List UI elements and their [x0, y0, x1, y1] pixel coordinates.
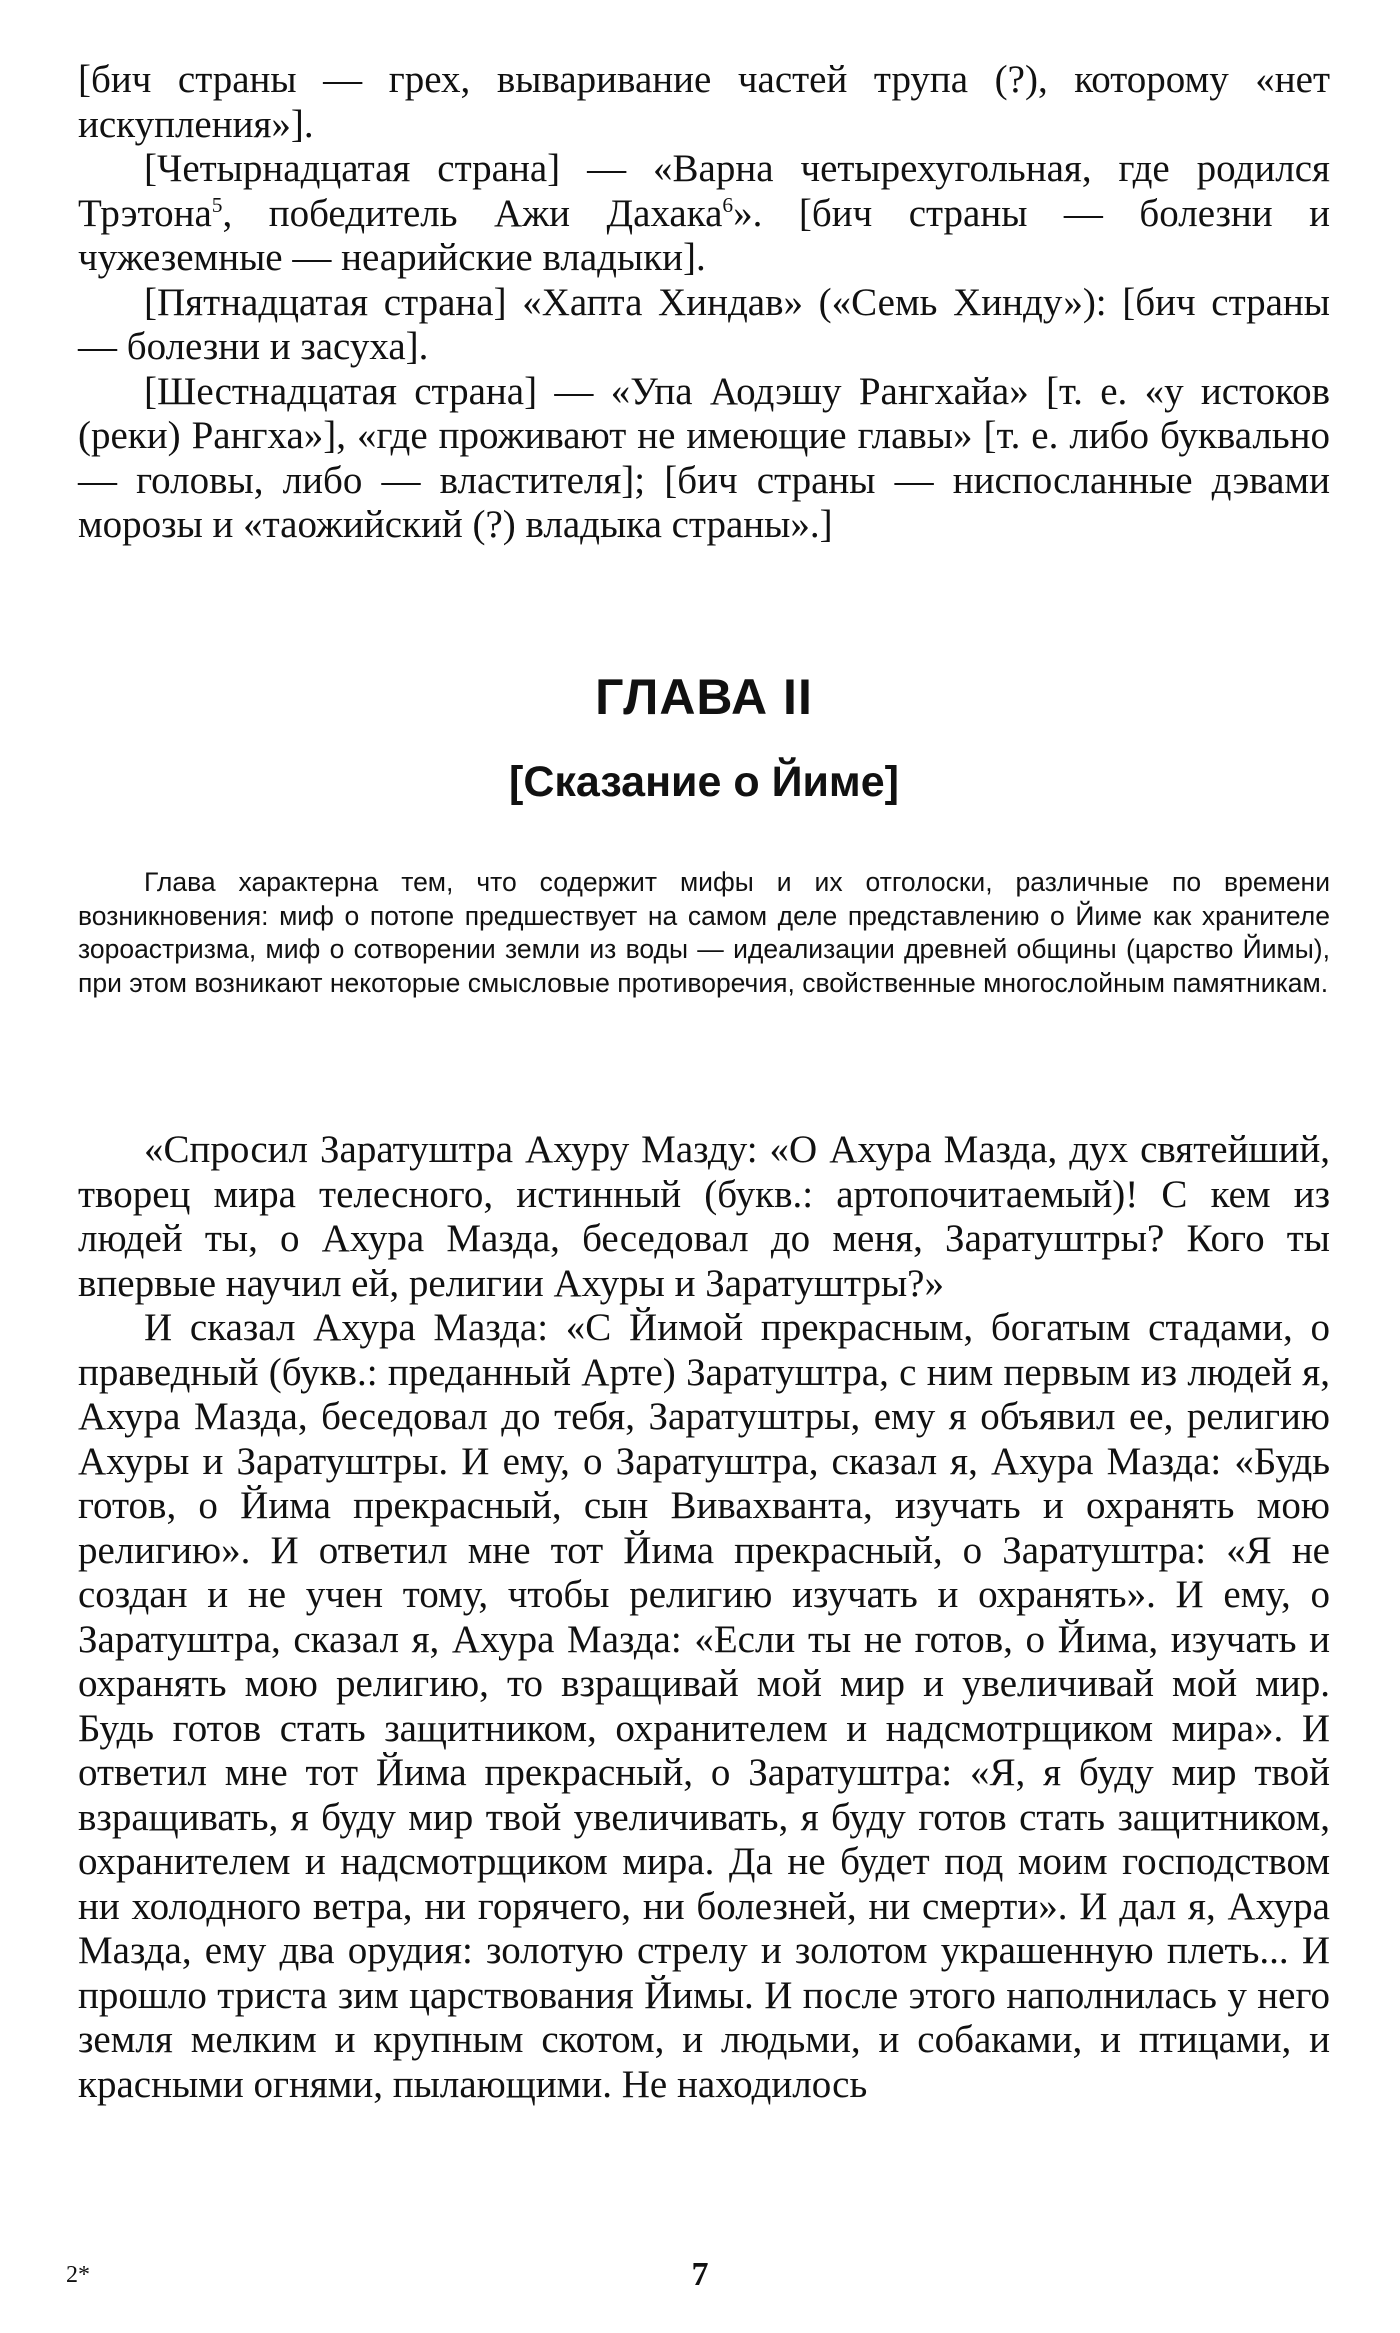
paragraph-fourteenth-country [78, 147, 1330, 281]
paragraph-thirteenth-country-end: [бич страны — грех, вываривание частей трупа (?), которому «нет искупления»]. [78, 58, 1330, 146]
chapter-intro-note: Глава характерна тем, что содержит мифы и их отголоски, различные по времени возникновения: миф о потопе предшествует на самом деле представлению о Йиме как хранителе зороастризма, миф о сотворении земли из воды — идеализации древней общины (царство Йимы), при этом возникают некоторые смысловые противоречия, свойственные многослойным памятникам. [78, 867, 1330, 998]
footnote-ref-6: 6 [722, 192, 734, 217]
text-fragment: ». [бич страны — болезни и чужеземные — неарийские владыки]. [78, 191, 1330, 279]
signature-mark: 2* [66, 2262, 90, 2288]
paragraph-sixteenth-country: [Шестнадцатая страна] — «Упа Аодэшу Рангхайа» [т. е. «у истоков (реки) Рангха»], «где проживают не имеющие главы» [т. е. либо буквально — головы, либо — властителя]; [бич страны — ниспосланные дэвами морозы и «таожийский (?) владыка страны».] [78, 369, 1330, 546]
text-fragment: [Четырнадцатая страна] — «Варна четырехугольная, где родился Трэтона [78, 147, 1330, 235]
footnote-ref-5: 5 [211, 192, 223, 217]
chapter-body [78, 1128, 1330, 2107]
continuation-text [78, 58, 1330, 548]
text-fragment: , победитель Ажи Дахака [222, 191, 723, 235]
chapter-subtitle: [Сказание о Йиме] [509, 758, 899, 806]
paragraph-ahura-mazda-answer: И сказал Ахура Мазда: «С Йимой прекрасным, богатым стадами, о праведный (букв.: преданный Арте) Заратуштра, с ним первым из людей я, Ахура Мазда, беседовал до тебя, Заратуштры, ему я объявил ее, религию Ахуры и Заратуштры. И ему, о Заратуштра, сказал я, Ахура Мазда: «Будь готов, о Йима прекрасный, сын Вивахванта, изучать и охранять мою религию». И ответил мне тот Йима прекрасный, о Заратуштра: «Я не создан и не учен тому, чтобы религию изучать и охранять». И ему, о Заратуштра, сказал я, Ахура Мазда: «Если ты не готов, о Йима, изучать и охранять мою религию, то взращивай мой мир и увеличивай мой мир. Будь готов стать защитником, охранителем и надсмотрщиком мира». И ответил мне тот Йима прекрасный, о Заратуштра: «Я, я буду мир твой взращивать, я буду мир твой увеличивать, я буду готов стать защитником, охранителем и надсмотрщиком мира. Да не будет под моим господством ни холодного ветра, ни горячего, ни болезней, ни смерти». И дал я, Ахура Мазда, ему два орудия: золотую стрелу и золотом украшенную плеть... И прошло триста зим царствования Йимы. И после этого наполнилась у него земля мелким и крупным скотом, и людьми, и собаками, и птицами, и красными огнями, пылающими. Не находилось [78, 1306, 1330, 2106]
page-number: 7 [691, 2256, 709, 2293]
chapter-title: ГЛАВА II [595, 669, 813, 725]
paragraph-fifteenth-country: [Пятнадцатая страна] «Хапта Хиндав» («Семь Хинду»): [бич страны — болезни и засуха]. [78, 280, 1330, 368]
paragraph-zarathustra-question: «Спросил Заратуштра Ахуру Мазду: «О Ахура Мазда, дух святейший, творец мира телесного, истинный (букв.: артопочитаемый)! С кем из людей ты, о Ахура Мазда, беседовал до меня, Заратуштры? Кого ты впервые научил ей, религии Ахуры и Заратуштры?» [78, 1128, 1330, 1305]
